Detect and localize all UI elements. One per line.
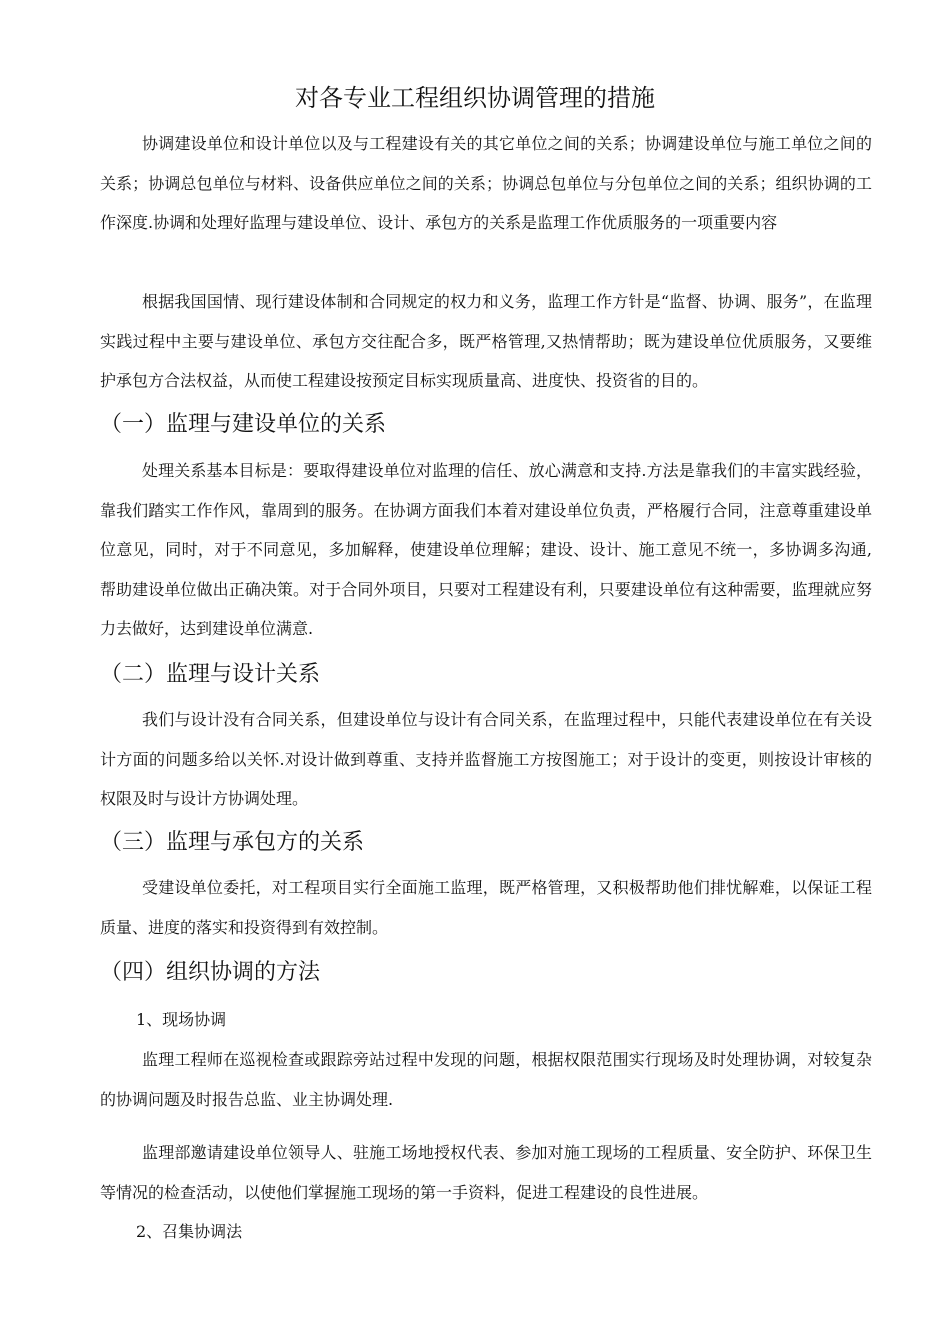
section-3-paragraph: 受建设单位委托，对工程项目实行全面施工监理，既严格管理，又积极帮助他们排忧解难，以保证工程质量、进度的落实和投资得到有效控制。	[100, 878, 872, 937]
section-4-paragraph-2: 监理部邀请建设单位领导人、驻施工场地授权代表、参加对施工现场的工程质量、安全防护、环保卫生等情况的检查活动，以使他们掌握施工现场的第一手资料，促进工程建设的良性进展。	[100, 1143, 872, 1202]
section-2-paragraph: 我们与设计没有合同关系，但建设单位与设计有合同关系，在监理过程中，只能代表建设单位在有关设计方面的问题多给以关怀.对设计做到尊重、支持并监督施工方按图施工；对于设计的变更，则按设计审核的权限及时与设计方协调处理。	[100, 710, 872, 808]
intro-paragraph-2: 根据我国国情、现行建设体制和合同规定的权力和义务，监理工作方针是“监督、协调、服务”，在监理实践过程中主要与建设单位、承包方交往配合多，既严格管理,又热情帮助；既为建设单位优质服务，又要维护承包方合法权益，从而使工程建设按预定目标实现质量高、进度快、投资省的目的。	[100, 292, 872, 390]
section-heading-4: （四）组织协调的方法	[100, 960, 321, 985]
section-heading-1: （一）监理与建设单位的关系	[100, 412, 387, 437]
document-title: 对各专业工程组织协调管理的措施	[295, 84, 655, 112]
subheading-meeting-coordination: 2、召集协调法	[136, 1222, 243, 1241]
section-heading-2: （二）监理与设计关系	[100, 662, 321, 687]
section-4-paragraph-1: 监理工程师在巡视检查或跟踪旁站过程中发现的问题，根据权限范围实行现场及时处理协调，对较复杂的协调问题及时报告总监、业主协调处理.	[100, 1050, 872, 1109]
subheading-site-coordination: 1、现场协调	[136, 1010, 227, 1029]
section-heading-3: （三）监理与承包方的关系	[100, 830, 365, 855]
intro-paragraph-1: 协调建设单位和设计单位以及与工程建设有关的其它单位之间的关系；协调建设单位与施工单位之间的关系；协调总包单位与材料、设备供应单位之间的关系；协调总包单位与分包单位之间的关系；组织协调的工作深度.协调和处理好监理与建设单位、设计、承包方的关系是监理工作优质服务的一项重要内容	[100, 134, 872, 232]
section-1-paragraph: 处理关系基本目标是：要取得建设单位对监理的信任、放心满意和支持.方法是靠我们的丰富实践经验，靠我们踏实工作作风，靠周到的服务。在协调方面我们本着对建设单位负责，严格履行合同，注意尊重建设单位意见，同时，对于不同意见，多加解释，使建设单位理解；建设、设计、施工意见不统一，多协调多沟通,帮助建设单位做出正确决策。对于合同外项目，只要对工程建设有利，只要建设单位有这种需要，监理就应努力去做好，达到建设单位满意.	[100, 461, 872, 638]
